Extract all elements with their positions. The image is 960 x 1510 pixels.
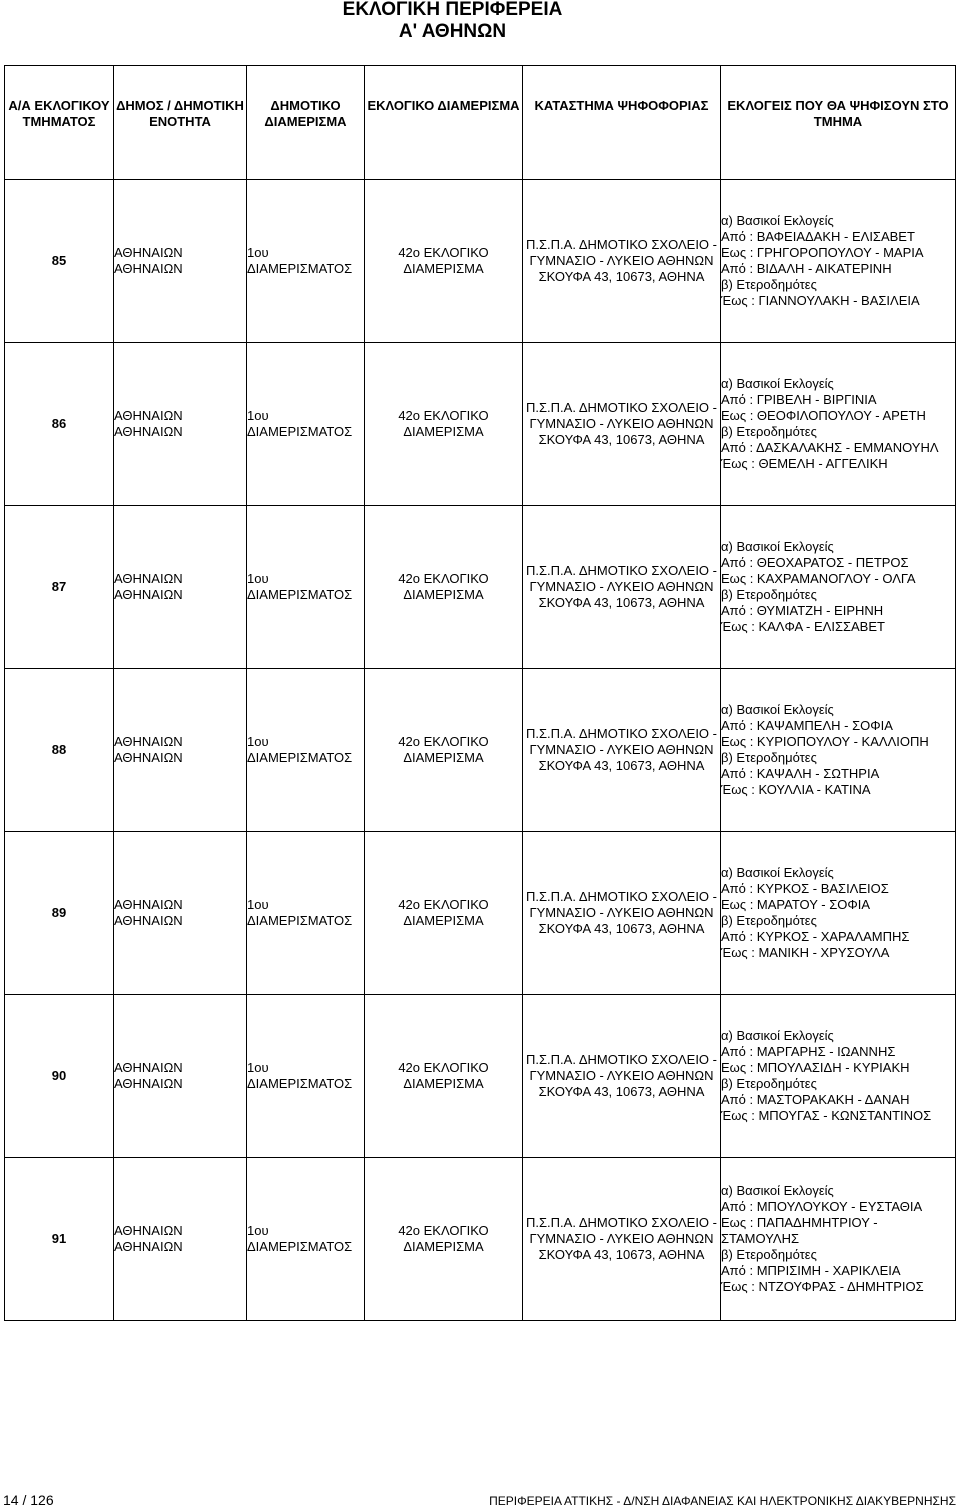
polling-station-cell — [523, 669, 721, 832]
municipal-district-cell-line: ΔΙΑΜΕΡΙΣΜΑΤΟΣ — [247, 913, 353, 928]
municipal-district-cell-line: ΔΙΑΜΕΡΙΣΜΑΤΟΣ — [247, 587, 353, 602]
voters-range-cell-line: β) Ετεροδημότες — [721, 587, 817, 602]
polling-station-cell-line: ΓΥΜΝΑΣΙΟ - ΛΥΚΕΙΟ ΑΘΗΝΩΝ — [529, 905, 714, 920]
voters-range-cell-line: Εως : ΚΑΧΡΑΜΑΝΟΓΛΟΥ - ΟΛΓΑ — [721, 571, 916, 586]
voters-range-cell-line: Έως : ΘΕΜΕΛΗ - ΑΓΓΕΛΙΚΗ — [721, 456, 888, 471]
voters-range-cell-line: α) Βασικοί Εκλογείς — [721, 865, 834, 880]
municipal-district-cell-line: ΔΙΑΜΕΡΙΣΜΑΤΟΣ — [247, 1076, 353, 1091]
municipality-cell-line: ΑΘΗΝΑΙΩΝ — [114, 408, 183, 423]
electoral-district-cell-line: 42ο ΕΚΛΟΓΙΚΟ — [398, 734, 489, 749]
municipal-district-cell-line: 1ου — [247, 734, 269, 749]
voters-range-cell-line: α) Βασικοί Εκλογείς — [721, 213, 834, 228]
electoral-district-cell — [365, 832, 523, 995]
voters-range-cell-line: Έως : ΜΠΟΥΓΑΣ - ΚΩΝΣΤΑΝΤΙΝΟΣ — [721, 1108, 932, 1123]
voters-range-cell-line: Έως : ΓΙΑΝΝΟΥΛΑΚΗ - ΒΑΣΙΛΕΙΑ — [721, 293, 920, 308]
municipal-district-cell-line: ΔΙΑΜΕΡΙΣΜΑΤΟΣ — [247, 1239, 353, 1254]
section-number: 91 — [5, 1158, 114, 1321]
municipality-cell-line: ΑΘΗΝΑΙΩΝ — [114, 913, 183, 928]
col-header-electoral-district: ΕΚΛΟΓΙΚΟ ΔΙΑΜΕΡΙΣΜΑ — [365, 66, 523, 180]
section-number: 85 — [5, 180, 114, 343]
polling-station-cell-line: ΣΚΟΥΦΑ 43, 10673, ΑΘΗΝΑ — [538, 595, 705, 610]
polling-station-cell-line: ΣΚΟΥΦΑ 43, 10673, ΑΘΗΝΑ — [538, 921, 705, 936]
section-number: 87 — [5, 506, 114, 669]
polling-station-cell-line: ΣΚΟΥΦΑ 43, 10673, ΑΘΗΝΑ — [538, 758, 705, 773]
voters-range-cell-line: Από : ΒΑΦΕΙΑΔΑΚΗ - ΕΛΙΣΑΒΕΤ — [721, 229, 915, 244]
electoral-district-cell-line: ΔΙΑΜΕΡΙΣΜΑ — [403, 587, 484, 602]
municipal-district-cell-line: ΔΙΑΜΕΡΙΣΜΑΤΟΣ — [247, 750, 353, 765]
voters-range-cell-line: Εως : ΜΠΟΥΛΑΣΙΔΗ - ΚΥΡΙΑΚΗ — [721, 1060, 910, 1075]
col-header-voters: ΕΚΛΟΓΕΙΣ ΠΟΥ ΘΑ ΨΗΦΙΣΟΥΝ ΣΤΟ ΤΜΗΜΑ — [721, 66, 956, 180]
page-subtitle: Α' ΑΘΗΝΩΝ — [398, 21, 507, 42]
municipal-district-cell — [247, 669, 365, 832]
municipality-cell-line: ΑΘΗΝΑΙΩΝ — [114, 1223, 183, 1238]
polling-station-cell — [523, 995, 721, 1158]
voters-range-cell-line: β) Ετεροδημότες — [721, 913, 817, 928]
electoral-district-cell-line: ΔΙΑΜΕΡΙΣΜΑ — [403, 1239, 484, 1254]
municipality-cell-line: ΑΘΗΝΑΙΩΝ — [114, 261, 183, 276]
voters-range-cell-line: Έως : ΚΑΛΦΑ - ΕΛΙΣΣΑΒΕΤ — [721, 619, 885, 634]
voters-range-cell-line: α) Βασικοί Εκλογείς — [721, 702, 834, 717]
voters-range-cell-line: β) Ετεροδημότες — [721, 424, 817, 439]
polling-station-cell-line: Π.Σ.Π.Α. ΔΗΜΟΤΙΚΟ ΣΧΟΛΕΙΟ - — [526, 563, 717, 578]
municipality-cell-line: ΑΘΗΝΑΙΩΝ — [114, 245, 183, 260]
voters-range-cell-line: Εως : ΘΕΟΦΙΛΟΠΟΥΛΟΥ - ΑΡΕΤΗ — [721, 408, 926, 423]
voters-range-cell-line: Από : ΘΥΜΙΑΤΖΗ - ΕΙΡΗΝΗ — [721, 603, 884, 618]
voters-range-cell-line: Εως : ΠΑΠΑΔΗΜΗΤΡΙΟΥ - — [721, 1215, 878, 1230]
municipality-cell — [114, 832, 247, 995]
municipality-cell-line: ΑΘΗΝΑΙΩΝ — [114, 587, 183, 602]
table-header-row — [5, 66, 956, 180]
table-row — [5, 832, 956, 995]
municipality-cell-line: ΑΘΗΝΑΙΩΝ — [114, 897, 183, 912]
voters-range-cell-line: Από : ΘΕΟΧΑΡΑΤΟΣ - ΠΕΤΡΟΣ — [721, 555, 909, 570]
col-header-municipality: ΔΗΜΟΣ / ΔΗΜΟΤΙΚΗ ΕΝΟΤΗΤΑ — [114, 66, 247, 180]
voters-range-cell-line: α) Βασικοί Εκλογείς — [721, 539, 834, 554]
municipal-district-cell-line: 1ου — [247, 897, 269, 912]
table-row — [5, 180, 956, 343]
voters-range-cell-line: Εως : ΜΑΡΑΤΟΥ - ΣΟΦΙΑ — [721, 897, 871, 912]
table-row — [5, 343, 956, 506]
voters-range-cell-line: β) Ετεροδημότες — [721, 277, 817, 292]
polling-station-cell-line: ΓΥΜΝΑΣΙΟ - ΛΥΚΕΙΟ ΑΘΗΝΩΝ — [529, 253, 714, 268]
municipality-cell — [114, 669, 247, 832]
table-row — [5, 506, 956, 669]
electoral-district-cell-line: ΔΙΑΜΕΡΙΣΜΑ — [403, 261, 484, 276]
voters-range-cell-line: Από : ΚΑΨΑΜΠΕΛΗ - ΣΟΦΙΑ — [721, 718, 893, 733]
col-header-municipal-district: ΔΗΜΟΤΙΚΟ ΔΙΑΜΕΡΙΣΜΑ — [247, 66, 365, 180]
voters-range-cell — [721, 832, 956, 995]
electoral-district-cell-line: ΔΙΑΜΕΡΙΣΜΑ — [403, 913, 484, 928]
polling-station-cell-line: ΓΥΜΝΑΣΙΟ - ΛΥΚΕΙΟ ΑΘΗΝΩΝ — [529, 1231, 714, 1246]
polling-station-cell-line: Π.Σ.Π.Α. ΔΗΜΟΤΙΚΟ ΣΧΟΛΕΙΟ - — [526, 400, 717, 415]
polling-station-cell-line: Π.Σ.Π.Α. ΔΗΜΟΤΙΚΟ ΣΧΟΛΕΙΟ - — [526, 1052, 717, 1067]
municipal-district-cell — [247, 832, 365, 995]
polling-station-cell-line: Π.Σ.Π.Α. ΔΗΜΟΤΙΚΟ ΣΧΟΛΕΙΟ - — [526, 726, 717, 741]
polling-station-cell — [523, 343, 721, 506]
municipal-district-cell-line: 1ου — [247, 1060, 269, 1075]
municipal-district-cell — [247, 995, 365, 1158]
voters-range-cell-line: Από : ΒΙΔΑΛΗ - ΑΙΚΑΤΕΡΙΝΗ — [721, 261, 892, 276]
voters-range-cell-line: Από : ΜΑΡΓΑΡΗΣ - ΙΩΑΝΝΗΣ — [721, 1044, 896, 1059]
voters-range-cell — [721, 343, 956, 506]
page-title: ΕΚΛΟΓΙΚΗ ΠΕΡΙΦΕΡΕΙΑ — [342, 0, 563, 20]
electoral-district-cell-line: 42ο ΕΚΛΟΓΙΚΟ — [398, 1223, 489, 1238]
polling-station-cell-line: ΣΚΟΥΦΑ 43, 10673, ΑΘΗΝΑ — [538, 432, 705, 447]
voters-range-cell-line: Από : ΜΠΟΥΛΟΥΚΟΥ - ΕΥΣΤΑΘΙΑ — [721, 1199, 923, 1214]
electoral-district-cell — [365, 995, 523, 1158]
voters-range-cell-line: Εως : ΓΡΗΓΟΡΟΠΟΥΛΟΥ - ΜΑΡΙΑ — [721, 245, 924, 260]
municipal-district-cell-line: ΔΙΑΜΕΡΙΣΜΑΤΟΣ — [247, 424, 353, 439]
polling-sections-table — [4, 65, 956, 1321]
electoral-district-cell — [365, 506, 523, 669]
municipal-district-cell-line: 1ου — [247, 245, 269, 260]
polling-station-cell-line: ΣΚΟΥΦΑ 43, 10673, ΑΘΗΝΑ — [538, 1084, 705, 1099]
voters-range-cell-line: Έως : ΚΟΥΛΛΙΑ - ΚΑΤΙΝΑ — [721, 782, 871, 797]
electoral-district-cell-line: ΔΙΑΜΕΡΙΣΜΑ — [403, 424, 484, 439]
voters-range-cell-line: Έως : ΝΤΖΟΥΦΡΑΣ - ΔΗΜΗΤΡΙΟΣ — [721, 1279, 924, 1294]
municipality-cell — [114, 506, 247, 669]
polling-station-cell-line: Π.Σ.Π.Α. ΔΗΜΟΤΙΚΟ ΣΧΟΛΕΙΟ - — [526, 1215, 717, 1230]
electoral-district-cell-line: 42ο ΕΚΛΟΓΙΚΟ — [398, 1060, 489, 1075]
voters-range-cell-line: Έως : ΜΑΝΙΚΗ - ΧΡΥΣΟΥΛΑ — [721, 945, 890, 960]
footer-organization: ΠΕΡΙΦΕΡΕΙΑ ΑΤΤΙΚΗΣ - Δ/ΝΣΗ ΔΙΑΦΑΝΕΙΑΣ ΚΑΙ ΗΛΕΚΤΡΟΝΙΚΗΣ ΔΙΑΚΥΒΕΡΝΗΣΗΣ — [489, 1494, 956, 1508]
voters-range-cell — [721, 506, 956, 669]
municipality-cell — [114, 995, 247, 1158]
municipality-cell — [114, 343, 247, 506]
electoral-district-cell-line: ΔΙΑΜΕΡΙΣΜΑ — [403, 1076, 484, 1091]
polling-station-cell — [523, 180, 721, 343]
municipality-cell — [114, 180, 247, 343]
section-number: 89 — [5, 832, 114, 995]
polling-station-cell-line: Π.Σ.Π.Α. ΔΗΜΟΤΙΚΟ ΣΧΟΛΕΙΟ - — [526, 889, 717, 904]
voters-range-cell-line: Από : ΚΥΡΚΟΣ - ΒΑΣΙΛΕΙΟΣ — [721, 881, 889, 896]
voters-range-cell-line: Από : ΔΑΣΚΑΛΑΚΗΣ - ΕΜΜΑΝΟΥΗΛ — [721, 440, 939, 455]
polling-station-cell-line: ΓΥΜΝΑΣΙΟ - ΛΥΚΕΙΟ ΑΘΗΝΩΝ — [529, 1068, 714, 1083]
municipality-cell — [114, 1158, 247, 1321]
municipality-cell-line: ΑΘΗΝΑΙΩΝ — [114, 1060, 183, 1075]
voters-range-cell-line: Από : ΚΑΨΑΛΗ - ΣΩΤΗΡΙΑ — [721, 766, 880, 781]
table-row — [5, 669, 956, 832]
electoral-district-cell-line: 42ο ΕΚΛΟΓΙΚΟ — [398, 408, 489, 423]
municipality-cell-line: ΑΘΗΝΑΙΩΝ — [114, 424, 183, 439]
voters-range-cell-line: Εως : ΚΥΡΙΟΠΟΥΛΟΥ - ΚΑΛΛΙΟΠΗ — [721, 734, 929, 749]
polling-station-cell-line: ΓΥΜΝΑΣΙΟ - ΛΥΚΕΙΟ ΑΘΗΝΩΝ — [529, 742, 714, 757]
municipal-district-cell — [247, 180, 365, 343]
voters-range-cell-line: β) Ετεροδημότες — [721, 1076, 817, 1091]
section-number: 88 — [5, 669, 114, 832]
municipality-cell-line: ΑΘΗΝΑΙΩΝ — [114, 734, 183, 749]
voters-range-cell-line: Από : ΜΑΣΤΟΡΑΚΑΚΗ - ΔΑΝΑΗ — [721, 1092, 910, 1107]
page-number: 14 / 126 — [3, 1492, 54, 1508]
municipality-cell-line: ΑΘΗΝΑΙΩΝ — [114, 1239, 183, 1254]
voters-range-cell-line: Από : ΜΠΡΙΣΙΜΗ - ΧΑΡΙΚΛΕΙΑ — [721, 1263, 901, 1278]
electoral-district-cell-line: 42ο ΕΚΛΟΓΙΚΟ — [398, 897, 489, 912]
section-number: 86 — [5, 343, 114, 506]
voters-range-cell — [721, 669, 956, 832]
polling-station-cell-line: Π.Σ.Π.Α. ΔΗΜΟΤΙΚΟ ΣΧΟΛΕΙΟ - — [526, 237, 717, 252]
municipality-cell-line: ΑΘΗΝΑΙΩΝ — [114, 750, 183, 765]
voters-range-cell — [721, 995, 956, 1158]
table-row — [5, 1158, 956, 1321]
voters-range-cell-line: Από : ΓΡΙΒΕΛΗ - ΒΙΡΓΙΝΙΑ — [721, 392, 877, 407]
municipal-district-cell — [247, 343, 365, 506]
table-row — [5, 995, 956, 1158]
voters-range-cell-line: β) Ετεροδημότες — [721, 750, 817, 765]
polling-station-cell-line: ΓΥΜΝΑΣΙΟ - ΛΥΚΕΙΟ ΑΘΗΝΩΝ — [529, 416, 714, 431]
electoral-district-cell-line: ΔΙΑΜΕΡΙΣΜΑ — [403, 750, 484, 765]
electoral-district-cell-line: 42ο ΕΚΛΟΓΙΚΟ — [398, 571, 489, 586]
voters-range-cell-line: ΣΤΑΜΟΥΛΗΣ — [721, 1231, 800, 1246]
polling-station-cell-line: ΓΥΜΝΑΣΙΟ - ΛΥΚΕΙΟ ΑΘΗΝΩΝ — [529, 579, 714, 594]
voters-range-cell-line: α) Βασικοί Εκλογείς — [721, 1028, 834, 1043]
municipality-cell-line: ΑΘΗΝΑΙΩΝ — [114, 571, 183, 586]
electoral-district-cell — [365, 180, 523, 343]
voters-range-cell-line: α) Βασικοί Εκλογείς — [721, 376, 834, 391]
municipal-district-cell — [247, 1158, 365, 1321]
electoral-district-cell — [365, 669, 523, 832]
polling-station-cell — [523, 832, 721, 995]
polling-station-cell — [523, 506, 721, 669]
voters-range-cell-line: α) Βασικοί Εκλογείς — [721, 1183, 834, 1198]
voters-range-cell — [721, 1158, 956, 1321]
polling-station-cell — [523, 1158, 721, 1321]
col-header-section-no: Α/Α ΕΚΛΟΓΙΚΟΥ ΤΜΗΜΑΤΟΣ — [5, 66, 114, 180]
municipality-cell-line: ΑΘΗΝΑΙΩΝ — [114, 1076, 183, 1091]
electoral-district-cell — [365, 1158, 523, 1321]
municipal-district-cell-line: 1ου — [247, 408, 269, 423]
voters-range-cell — [721, 180, 956, 343]
electoral-district-cell — [365, 343, 523, 506]
section-number: 90 — [5, 995, 114, 1158]
polling-station-cell-line: ΣΚΟΥΦΑ 43, 10673, ΑΘΗΝΑ — [538, 269, 705, 284]
municipal-district-cell-line: 1ου — [247, 1223, 269, 1238]
voters-range-cell-line: Από : ΚΥΡΚΟΣ - ΧΑΡΑΛΑΜΠΗΣ — [721, 929, 910, 944]
voters-range-cell-line: β) Ετεροδημότες — [721, 1247, 817, 1262]
electoral-district-cell-line: 42ο ΕΚΛΟΓΙΚΟ — [398, 245, 489, 260]
municipal-district-cell — [247, 506, 365, 669]
col-header-polling-station: ΚΑΤΑΣΤΗΜΑ ΨΗΦΟΦΟΡΙΑΣ — [523, 66, 721, 180]
municipal-district-cell-line: ΔΙΑΜΕΡΙΣΜΑΤΟΣ — [247, 261, 353, 276]
polling-station-cell-line: ΣΚΟΥΦΑ 43, 10673, ΑΘΗΝΑ — [538, 1247, 705, 1262]
municipal-district-cell-line: 1ου — [247, 571, 269, 586]
